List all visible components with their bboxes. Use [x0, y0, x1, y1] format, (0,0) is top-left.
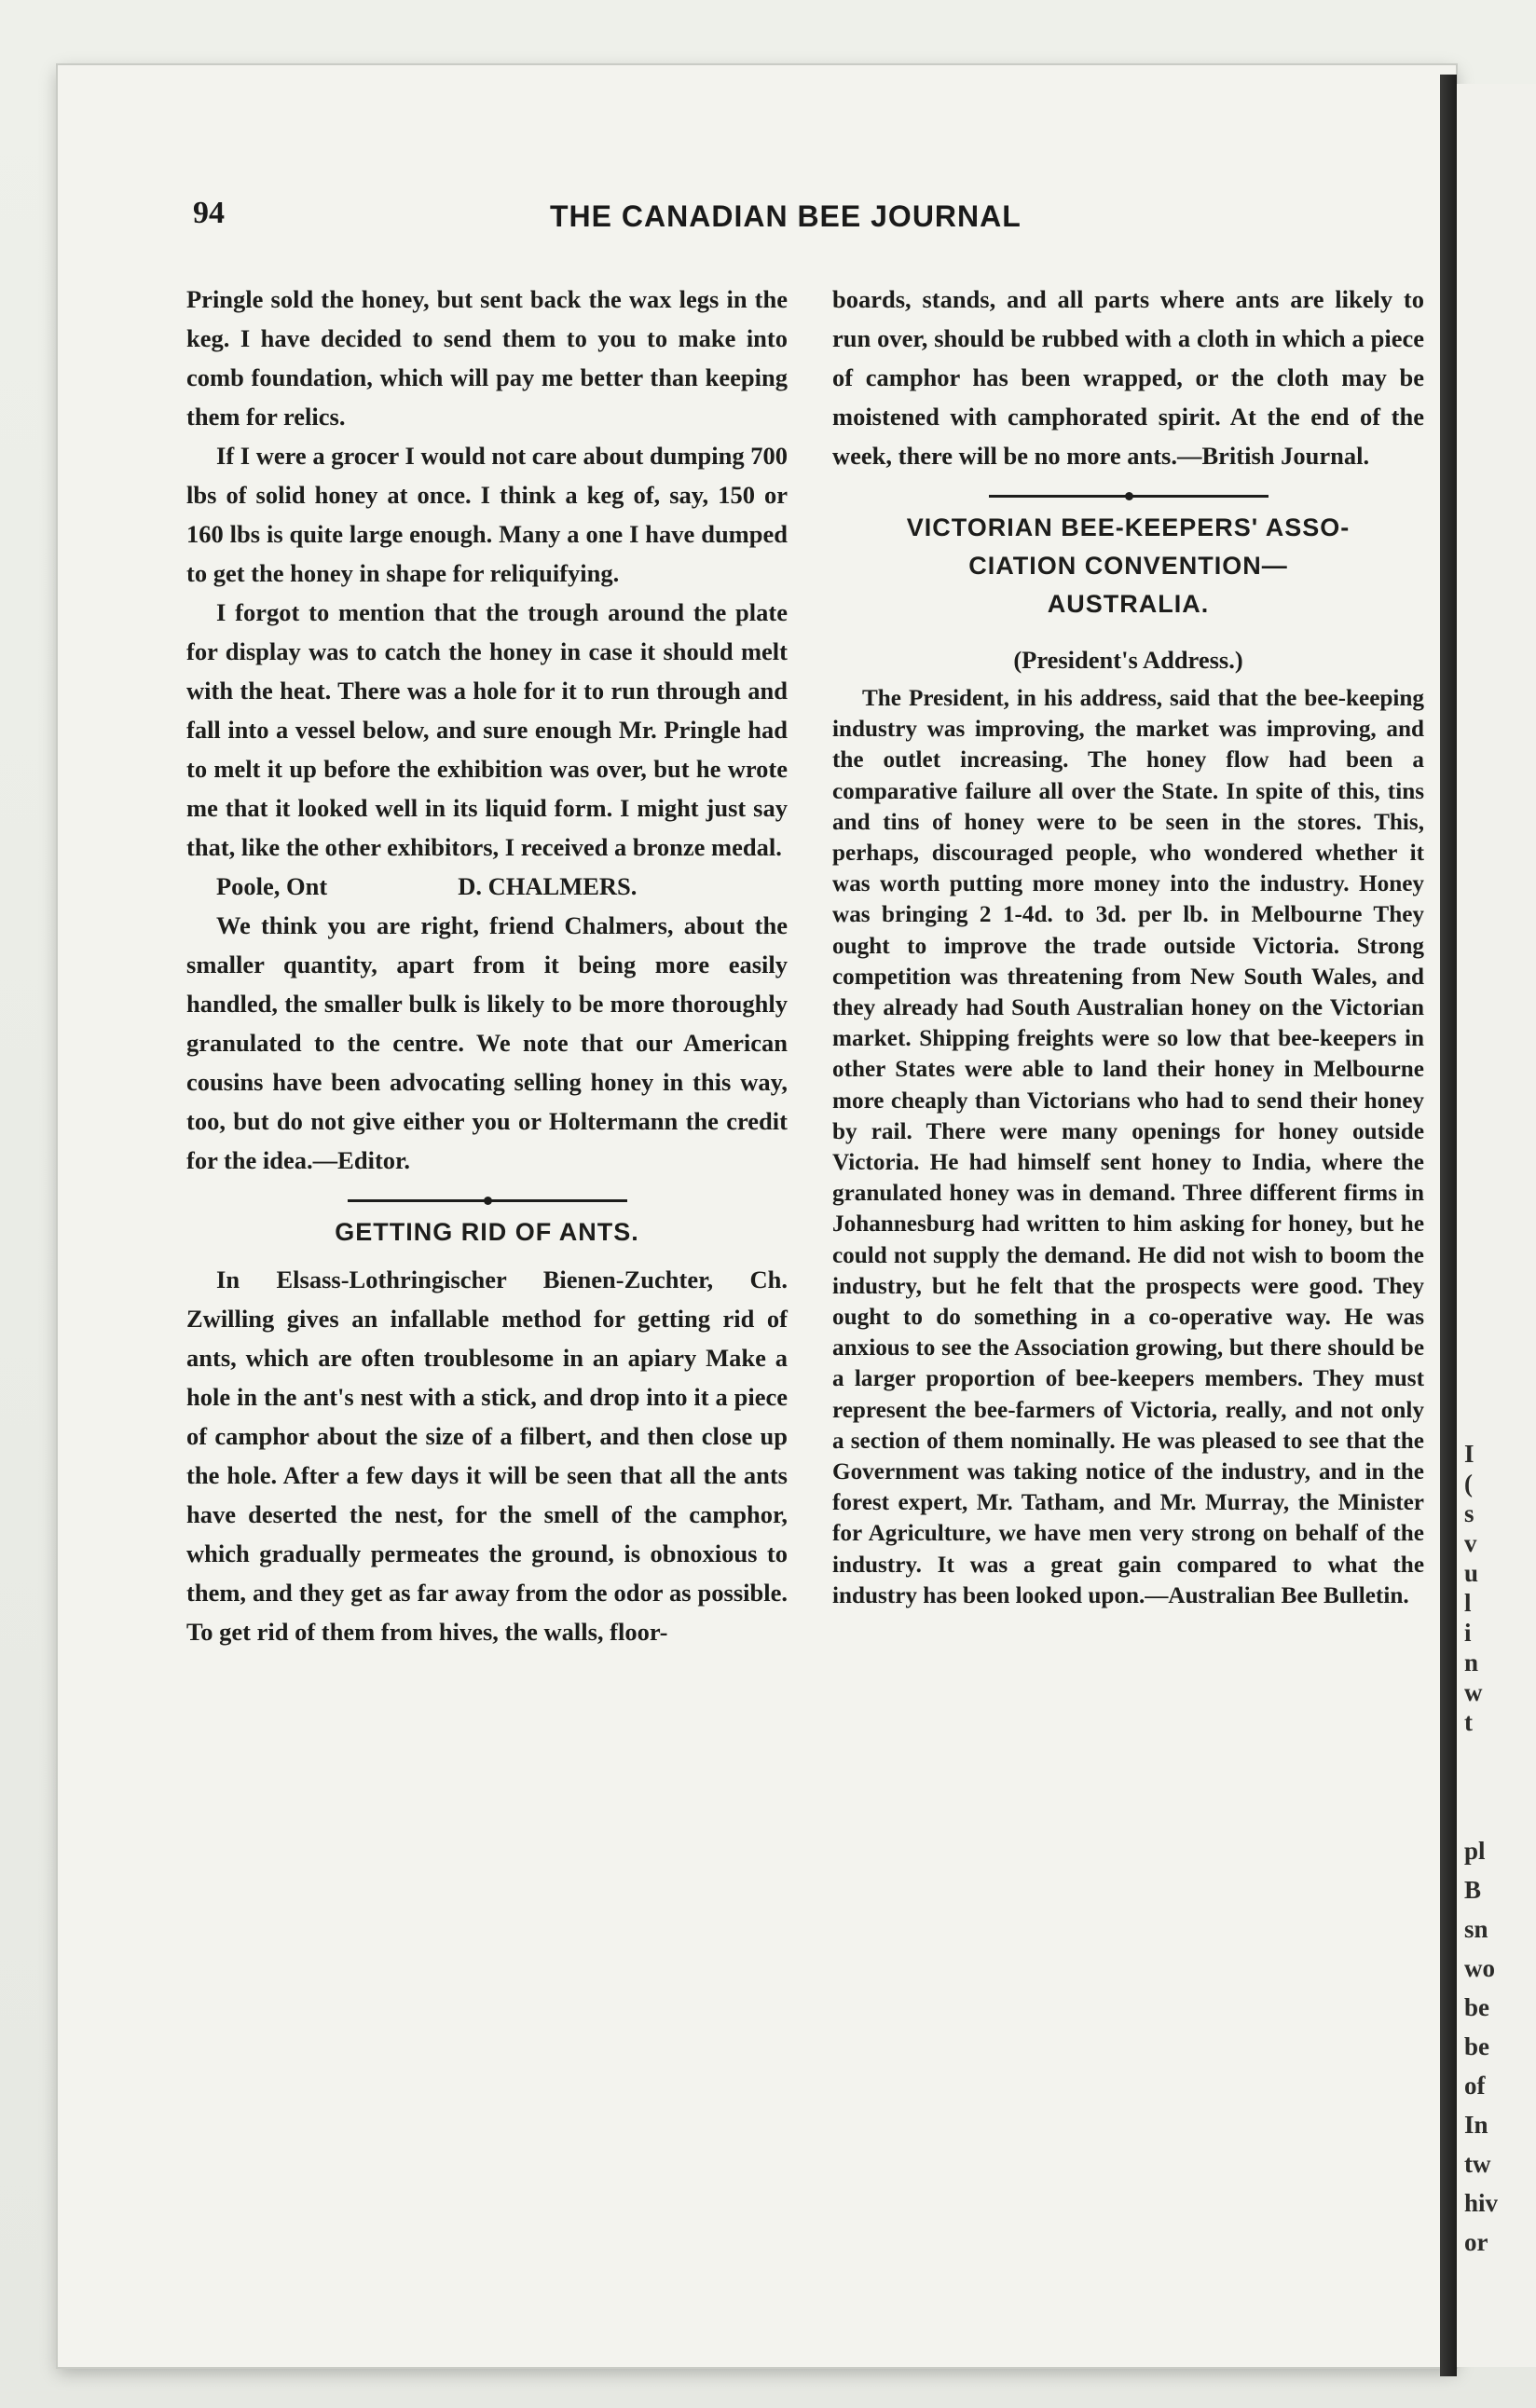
heading-line: VICTORIAN BEE-KEEPERS' ASSO-	[906, 513, 1351, 541]
paragraph: In Elsass-Lothringischer Bienen-Zuchter, Ch. Zwilling gives an infallable method for getting rid of ants, which are often troublesome in an apiary Make a hole in the ant's nest with a stick, and drop into it a piece of camphor about the size of a filbert, and then close up the hole. After a few days it will be seen that all the ants have deserted the nest, for the smell of the camphor, which gradually permeates the ground, is obnoxious to them, and they get as far away from the odor as possible. To get rid of them from hives, the walls, floor-	[186, 1266, 788, 1646]
left-column	[186, 280, 788, 1651]
next-page-fragment: s	[1464, 1499, 1474, 1527]
section-divider	[832, 488, 1424, 503]
next-page-fragment: hiv	[1464, 2189, 1499, 2217]
signature-place: Poole, Ont	[216, 872, 328, 900]
subheading: (President's Address.)	[1013, 646, 1243, 674]
page-number: 94	[193, 196, 225, 230]
next-page-fragment: or	[1464, 2228, 1488, 2256]
next-page-fragment: sn	[1464, 1915, 1488, 1943]
next-page-fragment: n	[1464, 1649, 1479, 1676]
next-page-fragment: (	[1464, 1470, 1473, 1498]
next-page-fragment: tw	[1464, 2150, 1491, 2178]
page-header	[0, 196, 1536, 242]
right-column	[832, 280, 1424, 1611]
next-page-fragment: B	[1464, 1876, 1482, 1904]
next-page-fragment: be	[1464, 1993, 1489, 2021]
section-divider	[186, 1193, 788, 1208]
running-title: THE CANADIAN BEE JOURNAL	[550, 199, 1022, 233]
next-page-fragment: I	[1464, 1440, 1474, 1468]
next-page-fragment: t	[1464, 1708, 1473, 1736]
next-page-fragment: i	[1464, 1619, 1472, 1647]
next-page-fragment: w	[1464, 1678, 1483, 1706]
paragraph: I forgot to mention that the trough around the plate for display was to catch the honey in case it should melt with the heat. There was a hole for it to run through and fall into a vessel below, and sure enough Mr. Pringle had to melt it up before the exhibition was over, but he wrote me that it looked well in its liquid form. I might just say that, like the other exhibitors, I received a bronze medal.	[186, 598, 788, 861]
adjacent-page-edge	[1457, 84, 1536, 2367]
next-page-fragment: In	[1464, 2111, 1488, 2139]
paragraph: If I were a grocer I would not care about dumping 700 lbs of solid honey at once. I think a keg of, say, 150 or 160 lbs is quite large enough. Many a one I have dumped to get the honey in shape for reliquifying.	[186, 442, 788, 587]
next-page-fragment: pl	[1464, 1837, 1486, 1865]
next-page-fragment: v	[1464, 1529, 1477, 1557]
next-page-fragment: wo	[1464, 1954, 1495, 1982]
letter-signature	[186, 867, 788, 906]
editor-note: We think you are right, friend Chalmers, about the smaller quantity, apart from it being more easily handled, the smaller bulk is likely to be more thoroughly granulated to the centre. We note that our American cousins have been advocating selling honey in this way, too, but do not give either you or Holtermann the credit for the idea.—Editor.	[186, 911, 788, 1174]
paragraph: boards, stands, and all parts where ants are likely to run over, should be rubbed with a cloth in which a piece of camphor has been wrapped, or the cloth may be moistened with camphorated spirit. At the end of the week, there will be no more ants.—British Journal.	[832, 285, 1424, 470]
paragraph: The President, in his address, said that the bee-keeping industry was improving, the market was improving, and the outlet increasing. The honey flow had been a comparative failure all over the State. In spite of this, tins and tins of honey were to be seen in the stores. This, perhaps, discouraged people, who wondered whether it was worth putting more money into the industry. Honey was bringing 2 1-4d. to 3d. per lb. in Melbourne They ought to improve the trade outside Victoria. Strong competition was threatening from New South Wales, and they already had South Australian honey on the Victorian market. Shipping freights were so low that bee-keepers in other States were able to land their honey in Melbourne more cheaply than Victorians who had to send their honey by rail. There were many openings for honey outside Victoria. He had himself sent honey to India, where the granulated honey was in demand. Three different firms in Johannesburg had written to him asking for honey, but he could not supply the demand. He did not wish to boom the industry, but he felt that the prospects were good. They ought to do something in a co-operative way. He was anxious to see the Association growing, but there should be a larger proportion of bee-keepers members. They must represent the bee-farmers of Victoria, really, and not only a section of them nominally. He was pleased to see that the Government was taking notice of the industry, and in the forest expert, Mr. Tatham, and Mr. Murray, the Minister for Agriculture, we have men very strong on behalf of the industry. It was a great gain compared to what the industry has been looked upon.—Australian Bee Bulletin.	[832, 686, 1424, 1608]
heading-line: CIATION CONVENTION—	[968, 552, 1288, 580]
next-page-fragment: of	[1464, 2072, 1486, 2100]
next-page-fragment: be	[1464, 2032, 1489, 2060]
section-heading	[832, 509, 1424, 623]
next-page-fragment: l	[1464, 1589, 1472, 1617]
heading-line: AUSTRALIA.	[1047, 590, 1210, 618]
signature-name: D. CHALMERS.	[458, 872, 638, 900]
section-heading: GETTING RID OF ANTS.	[335, 1218, 639, 1246]
page-gutter	[1440, 75, 1457, 2376]
next-page-fragment: u	[1464, 1559, 1479, 1587]
paragraph: Pringle sold the honey, but sent back the wax legs in the keg. I have decided to send them to you to make into comb foundation, which will pay me better than keeping them for relics.	[186, 285, 788, 431]
